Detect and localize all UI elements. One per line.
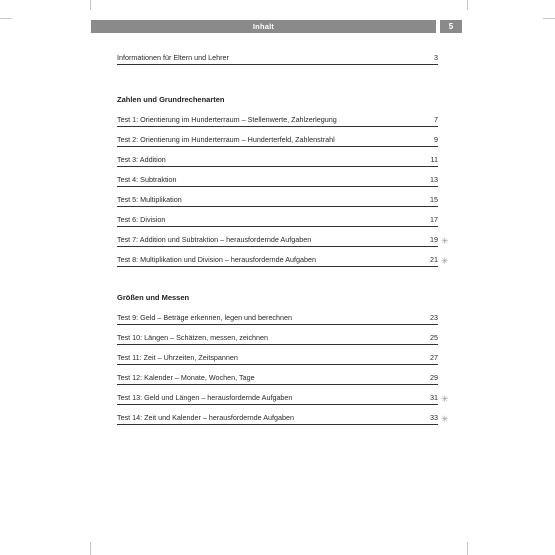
crop-mark (467, 0, 468, 10)
toc-entry (117, 194, 438, 207)
crop-mark (0, 18, 12, 19)
toc-entry (117, 174, 438, 187)
crop-mark (543, 18, 555, 19)
toc-entry-page: 27 (430, 353, 438, 362)
toc-entry-title: Test 10: Längen – Schätzen, messen, zeichnen (117, 333, 269, 342)
toc-entry (117, 412, 438, 425)
toc-entry-title: Test 1: Orientierung im Hunderterraum – Stellenwerte, Zahlzerlegung (117, 115, 337, 124)
toc-entry-page: 23 (430, 313, 438, 322)
section-heading: Größen und Messen (117, 293, 190, 302)
toc-entry-page: 29 (430, 373, 438, 382)
toc-entry (117, 312, 438, 325)
toc-entry-title: Test 8: Multiplikation und Division – herausfordernde Aufgaben (117, 255, 316, 264)
page-title: Inhalt (91, 20, 436, 33)
toc-entry-page: 19 (430, 235, 438, 244)
challenge-star-icon: ✳ (441, 236, 449, 246)
section-heading: Zahlen und Grundrechenarten (117, 95, 225, 104)
toc-entry-title: Test 2: Orientierung im Hunderterraum – Hunderterfeld, Zahlenstrahl (117, 135, 335, 144)
toc-entry (117, 154, 438, 167)
toc-entry-page: 9 (434, 135, 438, 144)
page-number: 5 (440, 20, 462, 33)
toc-entry-page: 33 (430, 413, 438, 422)
toc-entry (117, 352, 438, 365)
challenge-star-icon: ✳ (441, 394, 449, 404)
crop-mark (90, 0, 91, 10)
toc-entry-title: Test 4: Subtraktion (117, 175, 177, 184)
toc-entry (117, 214, 438, 227)
crop-mark (90, 542, 91, 555)
toc-entry-title: Test 12: Kalender – Monate, Wochen, Tage (117, 373, 255, 382)
toc-entry-page: 25 (430, 333, 438, 342)
toc-entry-page: 15 (430, 195, 438, 204)
toc-entry-title: Test 9: Geld – Beträge erkennen, legen und berechnen (117, 313, 293, 322)
toc-entry-title: Test 6: Division (117, 215, 166, 224)
toc-entry-title: Informationen für Eltern und Lehrer (117, 53, 229, 62)
toc-entry-title: Test 3: Addition (117, 155, 166, 164)
toc-entry-title: Test 14: Zeit und Kalender – herausfordernde Aufgaben (117, 413, 295, 422)
toc-entry-page: 21 (430, 255, 438, 264)
toc-entry-page: 11 (430, 155, 438, 164)
challenge-star-icon: ✳ (441, 414, 449, 424)
toc-entry-page: 3 (434, 53, 438, 62)
toc-entry (117, 234, 438, 247)
toc-entry-title: Test 5: Multiplikation (117, 195, 182, 204)
toc-entry (117, 372, 438, 385)
toc-entry (117, 52, 438, 65)
crop-mark (467, 542, 468, 555)
toc-entry-title: Test 11: Zeit – Uhrzeiten, Zeitspannen (117, 353, 238, 362)
toc-entry-page: 31 (430, 393, 438, 402)
challenge-star-icon: ✳ (441, 256, 449, 266)
toc-entry (117, 392, 438, 405)
toc-entry (117, 332, 438, 345)
toc-entry (117, 114, 438, 127)
toc-entry (117, 254, 438, 267)
toc-entry-page: 7 (434, 115, 438, 124)
toc-entry-page: 13 (430, 175, 438, 184)
toc-entry-page: 17 (430, 215, 438, 224)
toc-entry-title: Test 13: Geld und Längen – herausfordernde Aufgaben (117, 393, 293, 402)
toc-entry (117, 134, 438, 147)
toc-entry-title: Test 7: Addition und Subtraktion – herausfordernde Aufgaben (117, 235, 312, 244)
